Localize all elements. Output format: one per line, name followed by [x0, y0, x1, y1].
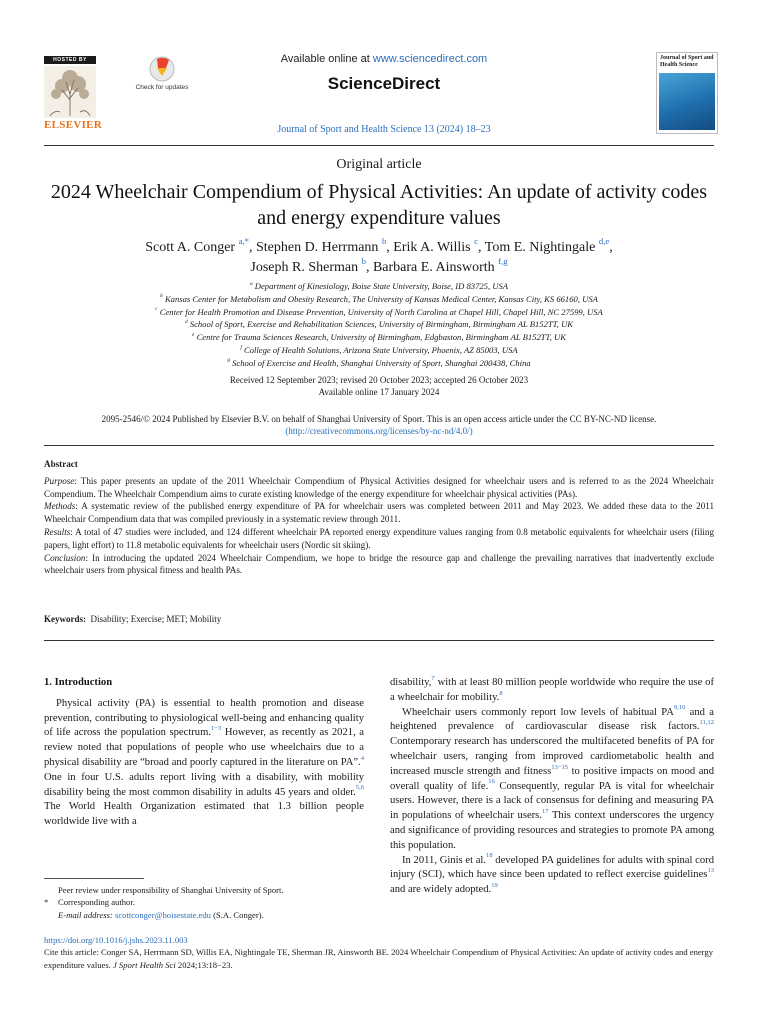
- abstract-methods: Methods: A systematic review of the published energy expenditure of PA for wheelchair users was completed between 2011 and May 2023. We added these data to the 2011 Wheelchair Compendium data that was compiled previously in a systematic review through 2011.: [44, 501, 714, 525]
- author-affiliation-marker[interactable]: d,e: [598, 236, 610, 247]
- received-dates: Received 12 September 2023; revised 20 October 2023; accepted 26 October 2023: [229, 375, 529, 385]
- body-column-right: [390, 676, 714, 898]
- article-title: 2024 Wheelchair Compendium of Physical Activities: An update of activity codes and energy expenditure values: [50, 181, 708, 229]
- header-rule: [44, 145, 714, 146]
- affiliation: $^g$ School of Exercise and Health, Shanghai University of Sport, Shanghai 200438, China: [227, 357, 531, 368]
- author-affiliation-marker[interactable]: a,*: [238, 236, 249, 247]
- abstract-heading: Abstract: [44, 459, 78, 469]
- abstract-results: Results: A total of 47 studies were included, and 124 different wheelchair PA reported energy expenditure values ranging from 0.8 metabolic equivalents for wheelchair users (filing papers, light effort) to 11.8 metabolic equivalents for wheelchair users (Nordic sit skiing).: [44, 526, 714, 550]
- article-type: Original article: [336, 157, 422, 172]
- citation-reference[interactable]: 18: [486, 852, 493, 860]
- elsevier-tree-icon: [44, 66, 96, 118]
- keywords: [44, 614, 714, 624]
- author[interactable]: Barbara E. Ainsworth $^{f,g}$: [372, 256, 508, 275]
- sciencedirect-brand: ScienceDirect: [327, 74, 441, 93]
- check-for-updates-label: Check for updates: [135, 84, 189, 91]
- citation-reference[interactable]: 13: [707, 867, 714, 875]
- author[interactable]: Stephen D. Herrmann $^b$: [255, 236, 387, 255]
- abstract: [44, 458, 714, 577]
- affiliation: $^f$ College of Health Solutions, Arizona State University, Phoenix, AZ 85003, USA: [240, 344, 518, 355]
- license-text: 2095-2546/© 2024 Published by Elsevier B.V. on behalf of Shanghai University of Sport. This is an open access article under the CC BY-NC-ND license.: [101, 414, 657, 424]
- doi-link[interactable]: https://doi.org/10.1016/j.jshs.2023.11.003: [44, 935, 188, 945]
- sciencedirect-link[interactable]: www.sciencedirect.com: [372, 53, 488, 65]
- author-affiliation-marker[interactable]: b: [381, 236, 387, 247]
- email-note: E-mail address: scottconger@boisestate.edu (S.A. Conger).: [58, 909, 264, 920]
- citation-reference[interactable]: 9,10: [673, 704, 686, 712]
- keywords-list: Disability; Exercise; MET; Mobility: [90, 614, 222, 624]
- journal-citation-line[interactable]: Journal of Sport and Health Science 13 (2024) 18–23: [277, 124, 491, 135]
- affiliation: $^a$ Department of Kinesiology, Boise State University, Boise, ID 83725, USA: [249, 280, 509, 291]
- affiliation: $^e$ Centre for Trauma Sciences Research, University of Birmingham, Edgbaston, Birmingham AL B152TT, UK: [192, 331, 566, 343]
- author[interactable]: Tom E. Nightingale $^{d,e}$: [484, 236, 610, 255]
- affiliation: $^b$ Kansas Center for Metabolism and Obesity Research, The University of Kansas Medical Center, Kansas City, KS 66160, USA: [160, 293, 598, 304]
- intro-paragraph-1-continued: disability,$^7$ with at least 80 million people worldwide who require the use of a wheelchair for mobility.$^8$: [390, 674, 714, 703]
- affiliation: $^d$ School of Sport, Exercise and Rehabilitation Sciences, University of Birmingham, Birmingham AL B152TT, UK: [184, 319, 574, 330]
- peer-review-note: Peer review under responsibility of Shanghai University of Sport.: [58, 885, 284, 895]
- corresponding-note: * Corresponding author.: [44, 897, 135, 908]
- author-affiliation-marker[interactable]: c: [474, 236, 478, 247]
- affiliation: $^c$ Center for Health Promotion and Disease Prevention, University of North Carolina at Chapel Hill, Chapel Hill, NC 27599, USA: [155, 306, 603, 317]
- available-online-date: Available online 17 January 2024: [318, 387, 440, 397]
- article-dates: [44, 374, 714, 398]
- intro-paragraph-2: Wheelchair users commonly report low levels of habitual PA$^{9,10}$ and a heightened prevalence of cardiovascular disease risk factors.$^{11,12}$ Contemporary research has underscored the multifaceted benefits of PA for wheelchair users, ranging from improved cardiometabolic health and increased muscle strength and fitness$^{13-15}$ to positive impacts on mood and overall quality of life.$^{16}$ Consequently, regular PA is vital for wheelchair users. However, there is a lack of consensus for defining and measuring PA in populations of wheelchair users.$^{17}$ This context underscores the urgency and significance of providing resources and strategies to promote PA among this population.: [390, 704, 715, 851]
- author-affiliation-marker[interactable]: b: [361, 256, 366, 267]
- available-online: [200, 53, 568, 65]
- author[interactable]: Joseph R. Sherman $^b$: [250, 256, 366, 275]
- license-statement: [44, 413, 714, 438]
- available-prefix: Available online at: [280, 53, 373, 65]
- abstract-bottom-rule: [44, 640, 714, 641]
- affiliations: [44, 280, 714, 370]
- hosted-by-label: HOSTED BY: [44, 56, 96, 64]
- citation-reference[interactable]: 11,12: [699, 719, 714, 727]
- abstract-conclusion: Conclusion: In introducing the updated 2024 Wheelchair Compendium, we hope to bridge the resource gap and challenge the prevailing narratives that inadvertently exclude wheelchair users from physical fitness and health PAs.: [44, 552, 714, 576]
- footnote-rule: [44, 878, 144, 879]
- citation-reference[interactable]: 7: [431, 674, 435, 682]
- license-link[interactable]: (http://creativecommons.org/licenses/by-nc-nd/4.0/): [285, 426, 473, 437]
- citation-reference[interactable]: 17: [541, 807, 549, 815]
- check-for-updates-badge[interactable]: [134, 56, 190, 91]
- citation-reference[interactable]: 19: [491, 881, 498, 889]
- journal-cover: [656, 52, 718, 134]
- citation-reference[interactable]: 8: [499, 689, 503, 697]
- intro-paragraph-1: Physical activity (PA) is essential to health promotion and disease prevention, contributing to physiological well-being and enhancing quality of life across the population spectrum.$^{1-3}$ However, as recently as 2021, a review noted that populations of people who use wheelchairs due to a physical disability are “broad and poorly captured in the literature on PA”.$^4$ One in four U.S. adults report living with a disability, with mobility disability being the most common disability in adults 45 years and older.$^{5,6}$ The World Health Organization estimated that 1.3 billion people worldwide live with a: [44, 697, 364, 828]
- citation-reference[interactable]: 13−15: [551, 763, 569, 771]
- author-list: Scott A. Conger $^{a,*}$, Stephen D. Herrmann $^b$, Erik A. Willis $^c$, Tom E. Nightingale $^{d,e}$, Joseph R. Sherman $^b$, Barbara E. Ainsworth $^{f,g}$: [145, 236, 613, 275]
- intro-paragraph-3: In 2011, Ginis et al.$^{18}$ developed PA guidelines for adults with spinal cord injury (SCI), which have since been updated to reflect exercise guidelines$^{13}$ and are widely adopted.$^{19}$: [390, 852, 714, 896]
- citation-reference[interactable]: 1−3: [210, 725, 222, 733]
- author[interactable]: Erik A. Willis $^c$: [393, 236, 478, 255]
- cite-this-article: Cite this article: Conger SA, Herrmann SD, Willis EA, Nightingale TE, Sherman JR, Ainsworth BE. 2024 Wheelchair Compendium of Physical Activities: An update of activity codes and energy expenditure values. J Sport Health Sci 2024;13:18−23.: [44, 947, 713, 970]
- body-column-left: [44, 676, 364, 830]
- author[interactable]: Scott A. Conger $^{a,*}$: [145, 236, 249, 255]
- publisher-logo-text: ELSEVIER: [44, 119, 103, 131]
- journal-cover-title: Journal of Sport and Health Science: [660, 55, 714, 68]
- author-affiliation-marker[interactable]: f,g: [498, 256, 508, 267]
- abstract-top-rule: [44, 445, 714, 446]
- journal-cover-image: [659, 73, 715, 130]
- abstract-purpose: Purpose: This paper presents an update of the 2011 Wheelchair Compendium of Physical Activities designed for wheelchair users and is referred to as the 2024 Wheelchair Compendium. The Wheelchair Compendium aims to curate existing knowledge of the energy expenditure for wheelchair physical activities (PAs).: [44, 475, 714, 499]
- check-for-updates-icon: [149, 56, 175, 82]
- section-heading: 1. Introduction: [44, 677, 113, 688]
- footnotes: [44, 884, 364, 921]
- citation-reference[interactable]: 16: [488, 778, 495, 786]
- email-link[interactable]: scottconger@boisestate.edu: [114, 909, 211, 920]
- citation-footer: [44, 934, 714, 971]
- citation-reference[interactable]: 5,6: [355, 784, 364, 792]
- keywords-label: Keywords:: [44, 614, 86, 624]
- citation-reference[interactable]: 4: [360, 754, 364, 762]
